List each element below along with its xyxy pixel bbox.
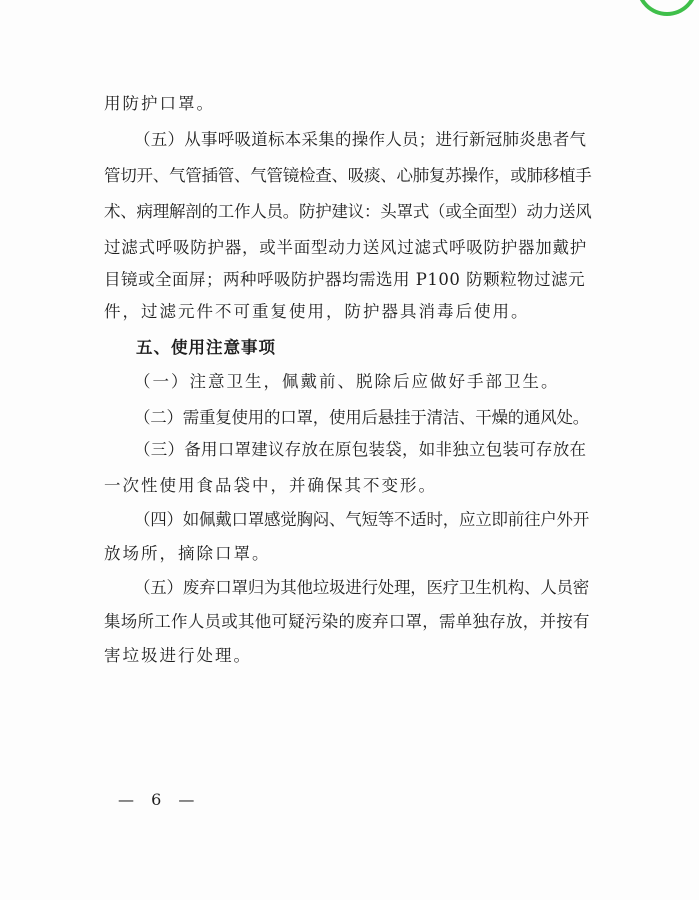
text-line-6: 目镜或全面屏；两种呼吸防护器均需选用 P100 防颗粒物过滤元 (104, 270, 586, 289)
text-line-2: （五）从事呼吸道标本采集的操作人员；进行新冠肺炎患者气 (134, 130, 587, 149)
section-heading: 五、使用注意事项 (136, 338, 276, 357)
page-number: — 6 — (118, 790, 201, 809)
text-line-1: 用防护口罩。 (104, 94, 215, 113)
item-line-1: （一）注意卫生，佩戴前、脱除后应做好手部卫生。 (134, 372, 560, 391)
text-line-3: 管切开、气管插管、气管镜检查、吸痰、心肺复苏操作，或肺移植手 (104, 166, 592, 185)
text-line-4: 术、病理解剖的工作人员。防护建议：头罩式（或全面型）动力送风 (104, 202, 592, 221)
item-line-7: （五）废弃口罩归为其他垃圾进行处理，医疗卫生机构、人员密 (134, 578, 589, 597)
item-line-8: 集场所工作人员或其他可疑污染的废弃口罩，需单独存放，并按有 (104, 612, 590, 631)
item-line-9: 害垃圾进行处理。 (104, 646, 252, 665)
item-line-3: （三）备用口罩建议存放在原包装袋，如非独立包装可存放在 (134, 440, 587, 459)
text-line-7: 件，过滤元件不可重复使用，防护器具消毒后使用。 (104, 302, 530, 321)
item-line-4: 一次性使用食品袋中，并确保其不变形。 (104, 476, 437, 495)
item-line-6: 放场所，摘除口罩。 (104, 544, 271, 563)
text-line-5: 过滤式呼吸防护器，或半面型动力送风过滤式呼吸防护器加戴护 (104, 238, 587, 257)
green-seal-mark (636, 0, 698, 16)
item-line-2: （二）需重复使用的口罩，使用后悬挂于清洁、干燥的通风处。 (134, 408, 589, 427)
item-line-5: （四）如佩戴口罩感觉胸闷、气短等不适时，应立即前往户外开 (134, 510, 589, 529)
